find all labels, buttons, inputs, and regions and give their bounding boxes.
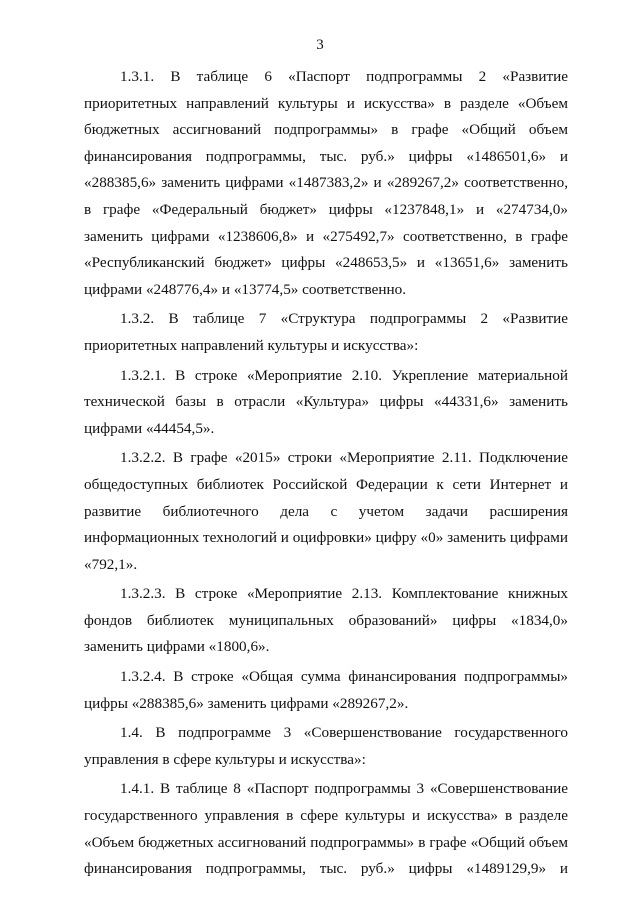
paragraph-1-3-2-2: 1.3.2.2. В графе «2015» строки «Мероприятие 2.11. Подключение общедоступных библиотек Российской Федерации к сети Интернет и развитие библиотечного дела с учетом задачи расширения информационных технологий и оцифровки» цифру «0» заменить цифрами «792,1». xyxy=(84,449,568,573)
paragraph-1-4: 1.4. В подпрограмме 3 «Совершенствование государственного управления в сфере культуры и искусства»: xyxy=(84,724,568,768)
paragraph-1-3-2-4: 1.3.2.4. В строке «Общая сумма финансирования подпрограммы» цифры «288385,6» заменить цифрами «289267,2». xyxy=(84,668,568,712)
paragraph-1-3-2-3: 1.3.2.3. В строке «Мероприятие 2.13. Комплектование книжных фондов библиотек муниципальных образований» цифры «1834,0» заменить цифрами «1800,6». xyxy=(84,585,568,656)
paragraph-1-3-2-1: 1.3.2.1. В строке «Мероприятие 2.10. Укрепление материальной технической базы в отрасли «Культура» цифры «44331,6» заменить цифрами «44454,5». xyxy=(84,366,568,437)
paragraph-1-4-1: 1.4.1. В таблице 8 «Паспорт подпрограммы 3 «Совершенствование государственного управления в сфере культуры и искусства» в разделе «Объем бюджетных ассигнований подпрограммы» в графе «Общий объем финансирования подпрограммы, тыс. руб.» цифры «1489129,9» и xyxy=(84,780,568,878)
page-number: 3 xyxy=(316,37,324,53)
document-body xyxy=(84,64,568,883)
paragraph-1-3-1: 1.3.1. В таблице 6 «Паспорт подпрограммы 2 «Развитие приоритетных направлений культуры и искусства» в разделе «Объем бюджетных ассигнований подпрограммы» в графе «Общий объем финансирования подпрограммы, тыс. руб.» цифры «1486501,6» и «288385,6» заменить цифрами «1487383,2» и «289267,2» соответственно, в графе «Федеральный бюджет» цифры «1237848,1» и «274734,0» заменить цифрами «1238606,8» и «275492,7» соответственно, в графе «Республиканский бюджет» цифры «248653,5» и «13651,6» заменить цифрами «248776,4» и «13774,5» соответственно. xyxy=(84,68,568,298)
paragraph-1-3-2: 1.3.2. В таблице 7 «Структура подпрограммы 2 «Развитие приоритетных направлений культуры и искусства»: xyxy=(84,310,568,354)
